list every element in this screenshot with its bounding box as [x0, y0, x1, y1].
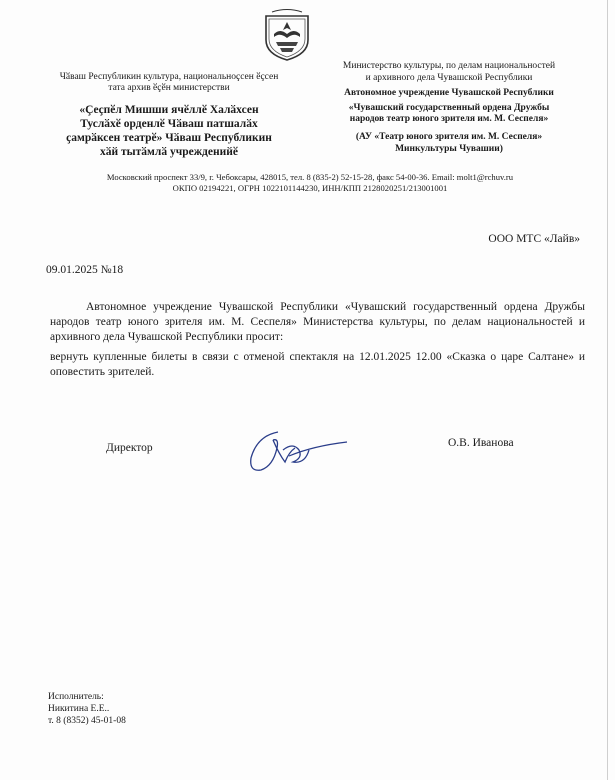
letter-body — [50, 300, 585, 380]
recipient: ООО МТС «Лайв» — [488, 233, 580, 245]
institution-type: Автономное учреждение Чувашской Республики — [344, 88, 554, 98]
chuvash-emblem-icon — [262, 8, 312, 62]
executor-phone: т. 8 (8352) 45-01-08 — [48, 716, 126, 726]
scan-edge-line — [607, 0, 608, 780]
ministry-name-russian: Министерство культуры, по делам национальностей и архивного дела Чувашской Республики — [342, 61, 556, 83]
organization-name-chuvash: «Ҫеҫпӗл Мишши ячӗллӗ Халӑхсен Туслӑхӗ орденлӗ Чӑваш патшалӑх ҫамрӑксен театрӗ» Чӑваш Республикин хӑй тытӑмлӑ учрежденийӗ — [66, 104, 272, 158]
signatory-title: Директор — [106, 442, 153, 454]
date-number: 09.01.2025 №18 — [46, 264, 124, 276]
handwritten-signature — [243, 420, 353, 480]
executor-block — [48, 691, 126, 727]
executor-name: Никитина Е.Е.. — [48, 704, 110, 714]
organization-abbreviation: (АУ «Театр юного зрителя им. М. Сеспеля» Минкультуры Чувашии) — [355, 132, 543, 154]
contact-details: Московский проспект 33/9, г. Чебоксары, 428015, тел. 8 (835-2) 52-15-28, факс 54-00-36. Email: molt1@rchuv.ru ОКПО 02194221, ОГРН 1022101144230, ИНН/КПП 2128020251/213001001 — [106, 172, 514, 193]
organization-name-russian: «Чувашский государственный ордена Дружбы народов театр юного зрителя им. М. Сеспеля» — [348, 103, 550, 124]
letterhead-left — [28, 72, 310, 159]
ministry-name-chuvash: Чӑваш Республикин культура, национальноҫсен ӗҫсен тата архив ӗҫӗн министерстви — [59, 72, 279, 93]
body-paragraph-request: Автономное учреждение Чувашской Республики «Чувашский государственный ордена Дружбы народов театр юного зрителя им. М. Сеспеля» Министерства культуры, по делам национальностей и архивного дела Чувашской Республики просит: — [50, 301, 585, 343]
body-paragraph-action: вернуть купленные билеты в связи с отменой спектакля на 12.01.2025 12.00 «Сказка о царе Салтане» и оповестить зрителей. — [50, 351, 585, 378]
letterhead-right — [318, 60, 580, 155]
signatory-name: О.В. Иванова — [448, 437, 514, 449]
executor-label: Исполнитель: — [48, 692, 104, 702]
